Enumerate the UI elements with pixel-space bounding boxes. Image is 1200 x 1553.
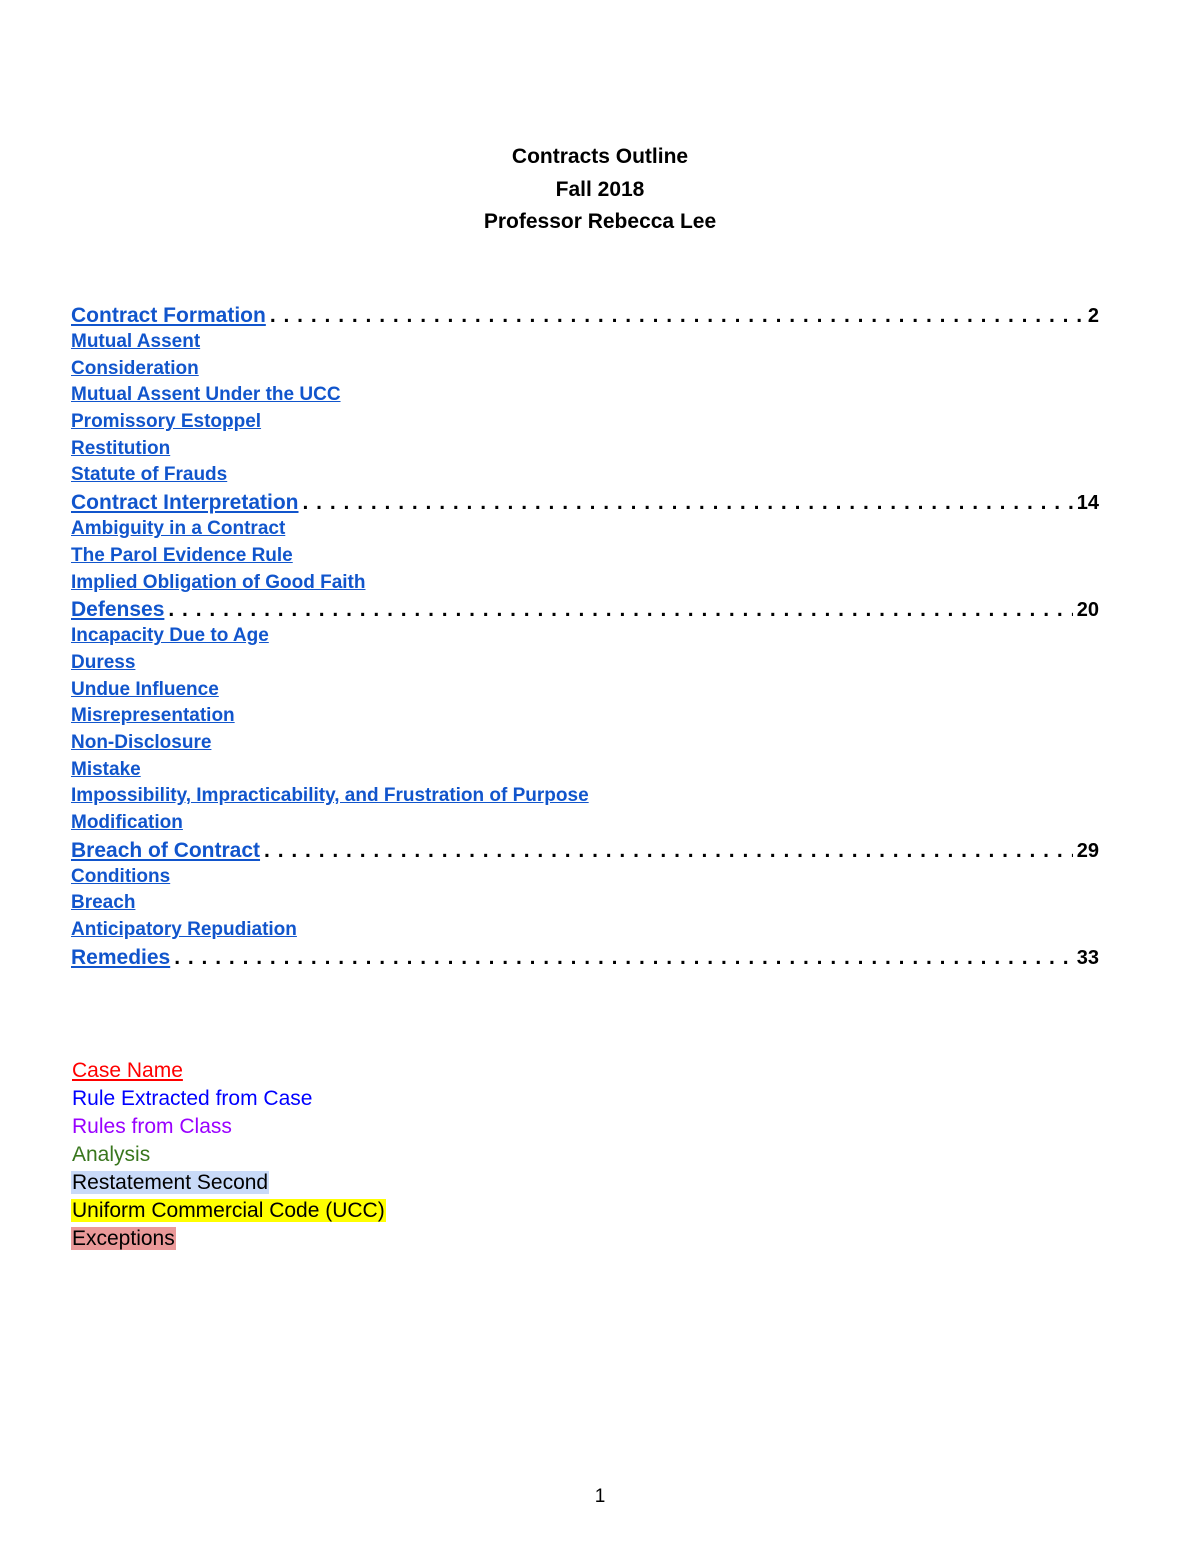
toc-subsection-row [71, 329, 1099, 356]
document-title: Contracts Outline [511, 145, 689, 168]
legend-label: Case Name [72, 1059, 183, 1082]
toc-subsection-row [71, 356, 1099, 383]
toc-section-row [71, 837, 1099, 864]
toc-section-link[interactable]: Breach of Contract [71, 838, 261, 862]
toc-section-link[interactable]: Defenses [71, 598, 165, 622]
toc-subsection-link[interactable]: The Parol Evidence Rule [71, 544, 293, 566]
toc-subsection-link[interactable]: Misrepresentation [71, 705, 235, 727]
toc-subsection-link[interactable]: Promissory Estoppel [71, 411, 262, 433]
toc-subsection-link[interactable]: Modification [71, 812, 183, 833]
table-of-contents [71, 302, 1099, 971]
toc-subsection-row [71, 783, 1099, 810]
toc-subsection-row [71, 890, 1099, 917]
title-block [0, 141, 1200, 239]
toc-subsection-row [71, 917, 1099, 944]
toc-page-number: 29 [1076, 839, 1099, 862]
toc-subsection-link[interactable]: Mistake [71, 758, 141, 780]
toc-section-row [71, 302, 1099, 329]
toc-section-link[interactable]: Contract Interpretation [71, 491, 299, 515]
toc-subsection-link[interactable]: Consideration [71, 357, 199, 379]
legend-label: Exceptions [72, 1227, 175, 1250]
toc-subsection-link[interactable]: Ambiguity in a Contract [71, 518, 286, 540]
toc-subsection-link[interactable]: Mutual Assent Under the UCC [71, 384, 341, 406]
legend-item [71, 1197, 386, 1225]
toc-section-row [71, 489, 1099, 516]
toc-subsection-link[interactable]: Incapacity Due to Age [71, 625, 269, 647]
toc-subsection-link[interactable]: Mutual Assent [71, 331, 201, 352]
toc-subsection-row [71, 703, 1099, 730]
toc-page-number: 33 [1076, 946, 1099, 969]
toc-dot-leader [270, 302, 1084, 329]
legend-label: Rule Extracted from Case [72, 1087, 313, 1110]
toc-subsection-row [71, 382, 1099, 409]
toc-subsection-row [71, 864, 1099, 891]
toc-subsection-row [71, 570, 1099, 597]
toc-subsection-row [71, 409, 1099, 436]
legend-item [71, 1057, 386, 1085]
document-professor: Professor Rebecca Lee [483, 210, 717, 233]
color-legend [71, 1057, 386, 1253]
toc-subsection-link[interactable]: Non-Disclosure [71, 731, 212, 753]
toc-subsection-row [71, 730, 1099, 757]
toc-dot-leader [264, 837, 1073, 864]
legend-label: Uniform Commercial Code (UCC) [72, 1199, 385, 1222]
toc-subsection-link[interactable]: Duress [71, 651, 136, 673]
toc-subsection-row [71, 462, 1099, 489]
toc-subsection-row [71, 436, 1099, 463]
legend-item [71, 1225, 386, 1253]
toc-subsection-link[interactable]: Conditions [71, 865, 171, 887]
toc-subsection-link[interactable]: Restitution [71, 437, 171, 459]
toc-page-number: 14 [1076, 492, 1099, 515]
toc-subsection-row [71, 650, 1099, 677]
toc-page-number: 2 [1087, 305, 1099, 327]
toc-subsection-row [71, 516, 1099, 543]
toc-section-link[interactable]: Remedies [71, 945, 171, 969]
toc-subsection-row [71, 623, 1099, 650]
legend-item [71, 1141, 386, 1169]
toc-subsection-row [71, 810, 1099, 837]
page-number: 1 [594, 1486, 606, 1507]
legend-label: Analysis [72, 1143, 151, 1166]
toc-subsection-row [71, 757, 1099, 784]
toc-subsection-link[interactable]: Undue Influence [71, 678, 219, 700]
toc-subsection-link[interactable]: Statute of Frauds [71, 464, 228, 486]
document-term: Fall 2018 [555, 177, 645, 201]
toc-subsection-link[interactable]: Anticipatory Repudiation [71, 919, 297, 941]
toc-dot-leader [303, 489, 1073, 516]
legend-label: Restatement Second [72, 1171, 269, 1194]
toc-dot-leader [168, 596, 1072, 623]
legend-item [71, 1085, 386, 1113]
legend-item [71, 1113, 386, 1141]
toc-subsection-row [71, 543, 1099, 570]
toc-subsection-link[interactable]: Impossibility, Impracticability, and Frustration of Purpose [71, 785, 589, 807]
toc-subsection-link[interactable]: Breach [71, 892, 136, 914]
toc-page-number: 20 [1076, 599, 1099, 622]
toc-subsection-link[interactable]: Implied Obligation of Good Faith [71, 571, 366, 593]
toc-section-row [71, 596, 1099, 623]
legend-label: Rules from Class [72, 1115, 232, 1138]
toc-dot-leader [174, 944, 1073, 971]
toc-section-link[interactable]: Contract Formation [71, 304, 266, 327]
legend-item [71, 1169, 386, 1197]
toc-subsection-row [71, 677, 1099, 704]
toc-section-row [71, 944, 1099, 971]
